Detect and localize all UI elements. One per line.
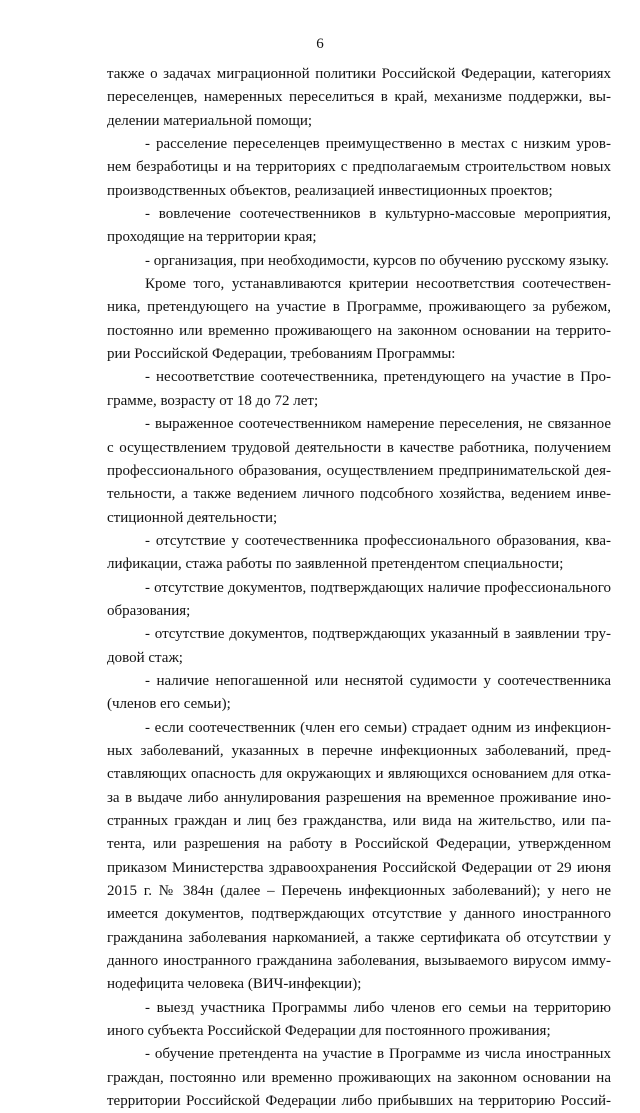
page-number: 6	[316, 36, 324, 52]
text-line: ника, претендующего на участие в Программе, проживающего за рубежом,	[107, 299, 611, 316]
text-line: - обучение претендента на участие в Программе из числа иностранных	[145, 1046, 611, 1063]
text-line: переселенцев, намеренных переселиться в край, механизме поддержки, вы-	[107, 89, 611, 106]
text-line: проходящие на территории края;	[107, 229, 317, 246]
text-line: иного субъекта Российской Федерации для постоянного проживания;	[107, 1023, 551, 1040]
text-line: нодефицита человека (ВИЧ-инфекции);	[107, 976, 362, 993]
text-line: - отсутствие документов, подтверждающих указанный в заявлении тру-	[145, 626, 611, 643]
text-line: граждан, постоянно или временно проживающих на законном основании на	[107, 1069, 611, 1086]
text-line: тента, или разрешения на работу в Российской Федерации, утвержденном	[107, 836, 611, 853]
text-line: имеется документов, подтверждающих отсутствие у данного иностранного	[107, 906, 611, 923]
text-line: постоянно или временно проживающего на законном основании на террито-	[107, 322, 611, 339]
text-line: - наличие непогашенной или неснятой судимости у соотечественника	[145, 672, 611, 689]
text-line: профессионального образования, осуществлением предпринимательской дея-	[107, 462, 611, 479]
text-line: - выезд участника Программы либо членов его семьи на территорию	[145, 999, 611, 1016]
text-line: делении материальной помощи;	[107, 112, 313, 129]
text-line: образования;	[107, 602, 191, 619]
text-line: - отсутствие документов, подтверждающих наличие профессионального	[145, 579, 611, 596]
text-line: лификации, стажа работы по заявленной претендентом специальности;	[107, 556, 564, 573]
text-line: довой стаж;	[107, 649, 183, 666]
text-line: 2015 г. № 384н (далее – Перечень инфекционных заболеваний); у него не	[107, 883, 611, 900]
text-line: - отсутствие у соотечественника профессионального образования, ква-	[145, 532, 611, 549]
text-line: нем безработицы и на территориях с предполагаемым строительством новых	[107, 159, 611, 176]
text-line: тельности, а также ведением личного подсобного хозяйства, ведением инве-	[107, 486, 611, 503]
text-line: данного иностранного гражданина заболевания, вызываемого вирусом имму-	[107, 953, 611, 970]
text-line: ставляющих опасность для окружающих и являющихся основанием для отка-	[107, 766, 611, 783]
text-line: - организация, при необходимости, курсов по обучению русскому языку.	[145, 252, 609, 269]
text-line: стиционной деятельности;	[107, 509, 278, 526]
text-line: - выраженное соотечественником намерение переселения, не связанное	[145, 416, 611, 433]
text-line: - вовлечение соотечественников в культурно-массовые мероприятия,	[145, 206, 611, 223]
text-line: за в выдаче либо аннулирования разрешения на временное проживание ино-	[107, 789, 611, 806]
text-line: Кроме того, устанавливаются критерии несоответствия соотечествен-	[145, 276, 611, 293]
text-line: производственных объектов, реализацией инвестиционных проектов;	[107, 182, 553, 199]
text-line: с осуществлением трудовой деятельности в качестве работника, получением	[107, 439, 611, 456]
text-line: (членов его семьи);	[107, 696, 231, 713]
body-text	[107, 63, 611, 1113]
text-line: также о задачах миграционной политики Российской Федерации, категориях	[107, 66, 611, 82]
text-line: территории Российской Федерации либо прибывших на территорию Россий-	[107, 1093, 611, 1110]
text-line: странных граждан и лиц без гражданства, или вида на жительство, или па-	[107, 813, 611, 829]
text-line: рии Российской Федерации, требованиям Программы:	[107, 346, 456, 363]
text-line: гражданина заболевания наркоманией, а также сертификата об отсутствии у	[107, 929, 611, 946]
text-line: грамме, возрасту от 18 до 72 лет;	[107, 392, 319, 409]
text-line: - если соотечественник (член его семьи) страдает одним из инфекцион-	[145, 719, 611, 736]
text-line: - расселение переселенцев преимущественно в местах с низким уров-	[145, 136, 611, 153]
text-line: - несоответствие соотечественника, претендующего на участие в Про-	[145, 369, 611, 386]
text-line: ных заболеваний, указанных в перечне инфекционных заболеваний, пред-	[107, 742, 611, 759]
text-line: приказом Министерства здравоохранения Российской Федерации от 29 июня	[107, 859, 611, 876]
